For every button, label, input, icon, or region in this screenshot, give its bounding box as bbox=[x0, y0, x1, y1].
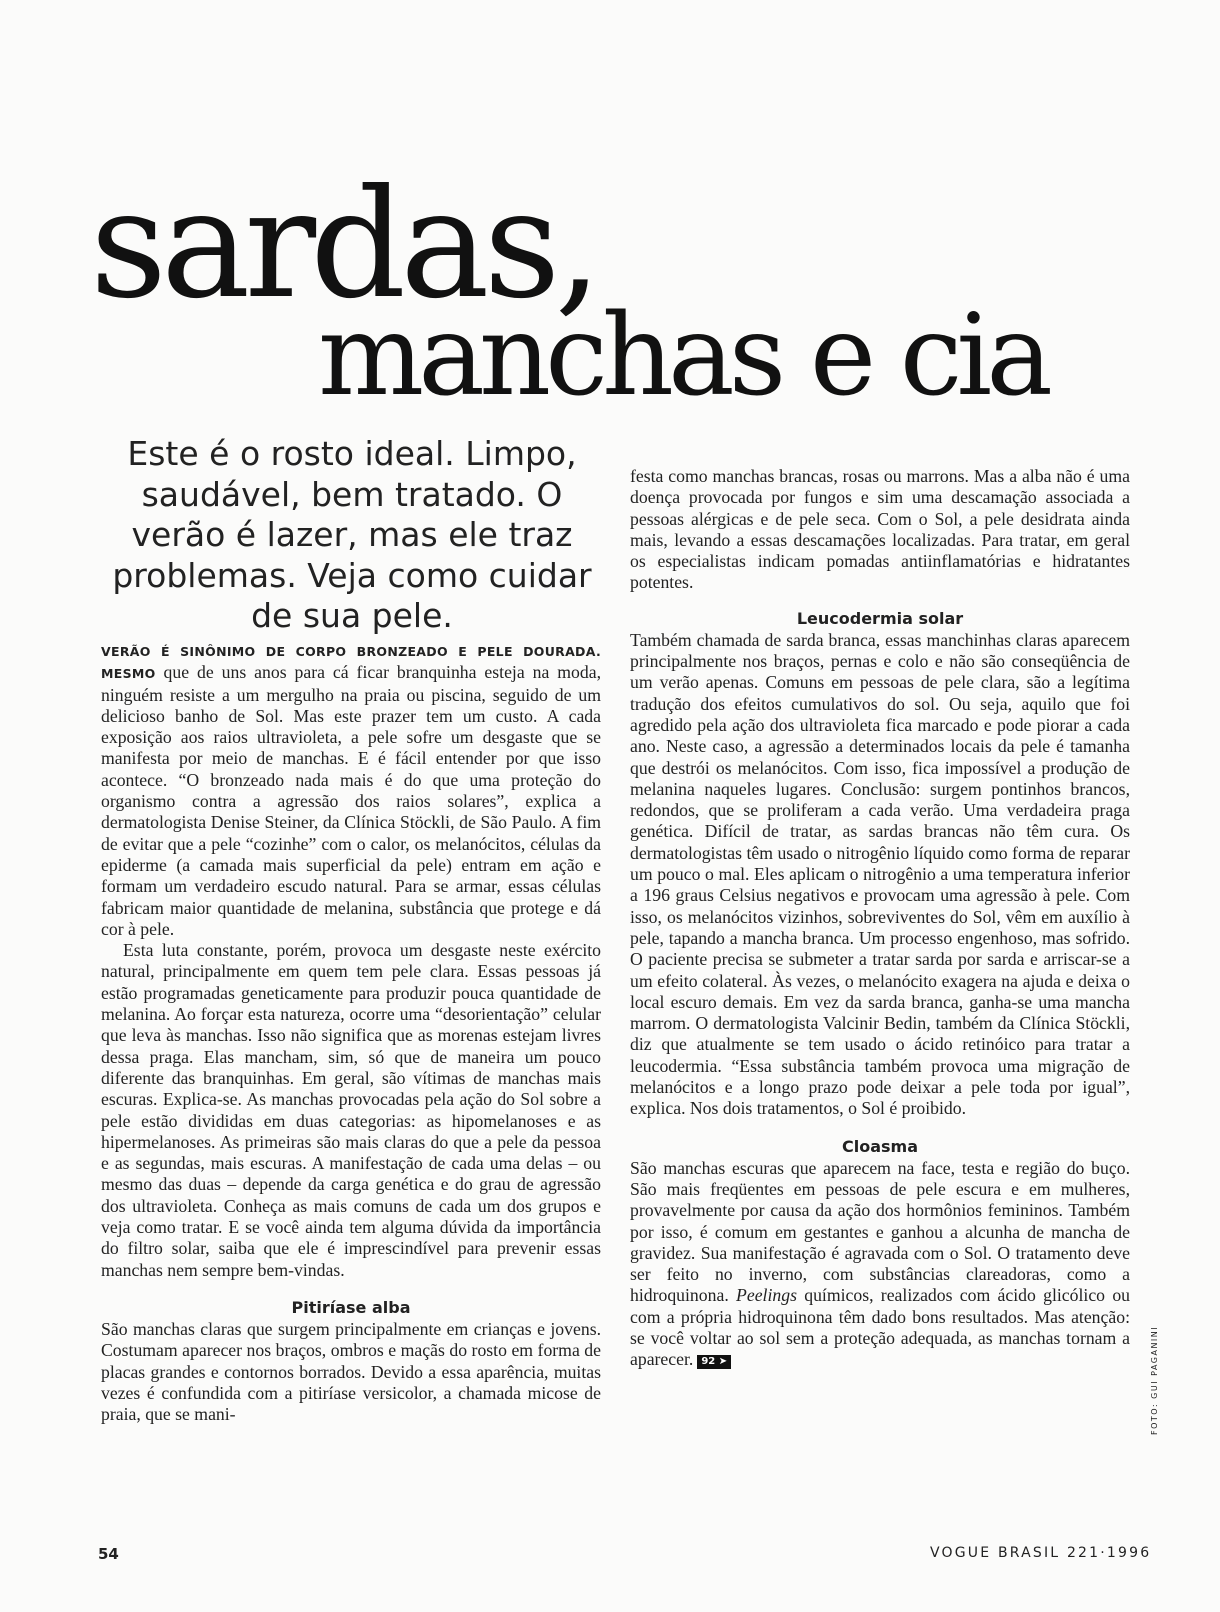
article-paragraph: Esta luta constante, porém, provoca um desgaste neste exército natural, principalmente em quem tem pele clara. Essas pessoas já estão programadas geneticamente para produzir pouca quantidade de melanina. Ao forçar esta natureza, ocorre uma “desorientação” celular que leva às manchas. Isso não significa que as morenas estejam livres dessa praga. Elas mancham, sim, só que de maneira um pouco diferente das branquinhas. Em geral, são vítimas de manchas mais escuras. Explica-se. As manchas provocadas pela ação do Sol sobre a pele estão divididas em duas categorias: as hipomelanoses e as hipermelanoses. As primeiras são mais claras do que a pele da pessoa e as segundas, mais escuras. A manifestação de cada uma delas – ou mesmo das duas – depende da carga genética e do grau de agressão dos ultravioleta. Conheça as mais comuns de cada um dos grupos e veja como tratar. E se você ainda tem alguma dúvida da importância do filtro solar, saiba que ele é imprescindível para prevenir essas manchas nem sempre bem-vindas. bbox=[101, 940, 601, 1280]
article-paragraph bbox=[101, 640, 601, 940]
article-paragraph: São manchas claras que surgem principalmente em crianças e jovens. Costumam aparecer nos braços, ombros e maçãs do rosto em forma de placas grandes e contornos borrados. Devido a essa aparência, muitas vezes é confundida com a pitiríase versicolor, a chamada micose de praia, que se mani- bbox=[101, 1318, 601, 1425]
right-column bbox=[630, 466, 1130, 1371]
left-column bbox=[101, 640, 601, 1425]
paragraph-text: São manchas escuras que aparecem na face, testa e região do buço. São mais freqüentes em pessoas de pele escura e em mulheres, provavelmente por causa da ação dos hormônios femininos. Também por isso, é comum em gestantes e ganhou a alcunha de mancha de gravidez. Sua manifestação é agravada com o Sol. O tratamento deve ser feito no inverno, com substâncias clareadoras, como a hidroquinona. bbox=[630, 1157, 1130, 1306]
italic-term: Peelings bbox=[736, 1285, 797, 1306]
page-number: 54 bbox=[98, 1545, 119, 1563]
headline-line-2: manchas e cia bbox=[318, 291, 1048, 421]
section-heading-leucodermia: Leucodermia solar bbox=[796, 608, 964, 628]
paragraph-text: que de uns anos para cá ficar branquinha esteja na moda, ninguém resiste a um mergulho na praia ou piscina, seguido de um delicioso banho de Sol. Mas este prazer tem um custo. A cada exposição aos raios ultravioleta, a pele sofre um desgaste que se manifesta por meio de manchas. E é fácil entender por que isso acontece. “O bronzeado nada mais é do que uma proteção do organismo contra a agressão dos raios solares”, explica a dermatologista Denise Steiner, da Clínica Stöckli, de São Paulo. A fim de evitar que a pele “cozinhe” com o calor, os melanócitos, células da epiderme (a camada mais superficial da pele) entram em ação e formam um verdadeiro escudo natural. Para se armar, essas células fabricam maior quantidade de melanina, substância que protege e dá cor à pele. bbox=[101, 662, 602, 939]
paragraph-text: químicos, realizados com ácido glicólico ou com a própria hidroquinona têm dado bons resultados. Mas atenção: se você voltar ao sol sem a proteção adequada, as manchas tornam a aparecer. bbox=[630, 1285, 1131, 1370]
headline-line-1: sardas, bbox=[90, 158, 597, 332]
article-paragraph: Também chamada de sarda branca, essas manchinhas claras aparecem principalmente nos braços, pernas e colo e não são conseqüência de um verão apenas. Comuns em pessoas de pele clara, são a legítima tradução dos efeitos cumulativos do sol. Ou seja, aquilo que foi agredido pela ação dos ultravioleta fica marcado e pode piorar a cada ano. Neste caso, a agressão a determinados locais da pele é tamanha que destrói os melanócitos. Com isso, fica impossível a produção de melanina naqueles lugares. Conclusão: surgem pontinhos brancos, redondos, que se proliferam a cada verão. Uma verdadeira praga genética. Difícil de tratar, as sardas brancas não têm cura. Os dermatologistas têm usado o nitrogênio líquido como forma de reparar um pouco o mal. Eles aplicam o nitrogênio a uma temperatura inferior a 196 graus Celsius negativos e provocam uma agressão à pele. Com isso, os melanócitos vizinhos, sobreviventes do Sol, vêm em auxílio à pele, tapando a mancha branca. Um processo engenhoso, mas sofrido. O paciente precisa se submeter a tratar sarda por sarda e arriscar-se a um efeito colateral. Às vezes, o melanócito exagera na ajuda e deixa o local escuro demais. Em vez da sarda branca, ganha-se uma mancha marrom. O dermatologista Valcinir Bedin, também da Clínica Stöckli, diz que atualmente se tem usado o ácido retinóico para tratar a leucodermia. “Essa substância também provoca uma migração de melanócitos e a longo prazo pode deixar a pele toda por igual”, explica. Nos dois tratamentos, o Sol é proibido. bbox=[630, 629, 1130, 1119]
magazine-issue-footer: VOGUE BRASIL 221·1996 bbox=[930, 1545, 1152, 1561]
photo-credit: FOTO: GUI PAGANINI bbox=[1150, 1325, 1159, 1435]
article-paragraph bbox=[630, 1158, 1130, 1371]
section-heading-cloasma: Cloasma bbox=[841, 1136, 918, 1156]
lead-in-caps: VERÃO É SINÔNIMO DE CORPO BRONZEADO E PELE DOURADA. MESMO bbox=[101, 644, 601, 682]
article-paragraph: festa como manchas brancas, rosas ou marrons. Mas a alba não é uma doença provocada por fungos e sim uma descamação associada a pessoas alérgicas e de pele seca. Com o Sol, a pele desidrata ainda mais, levando a essas descamações localizadas. Para tratar, em geral os especialistas indicam pomadas antiinflamatórias e hidratantes potentes. bbox=[630, 466, 1130, 593]
deck-intro: Este é o rosto ideal. Limpo, saudável, bem tratado. O verão é lazer, mas ele traz problemas. Veja como cuidar de sua pele. bbox=[112, 434, 592, 635]
section-heading-pitiriase: Pitiríase alba bbox=[291, 1297, 411, 1317]
continued-page-badge: 92 ➤ bbox=[697, 1355, 731, 1369]
